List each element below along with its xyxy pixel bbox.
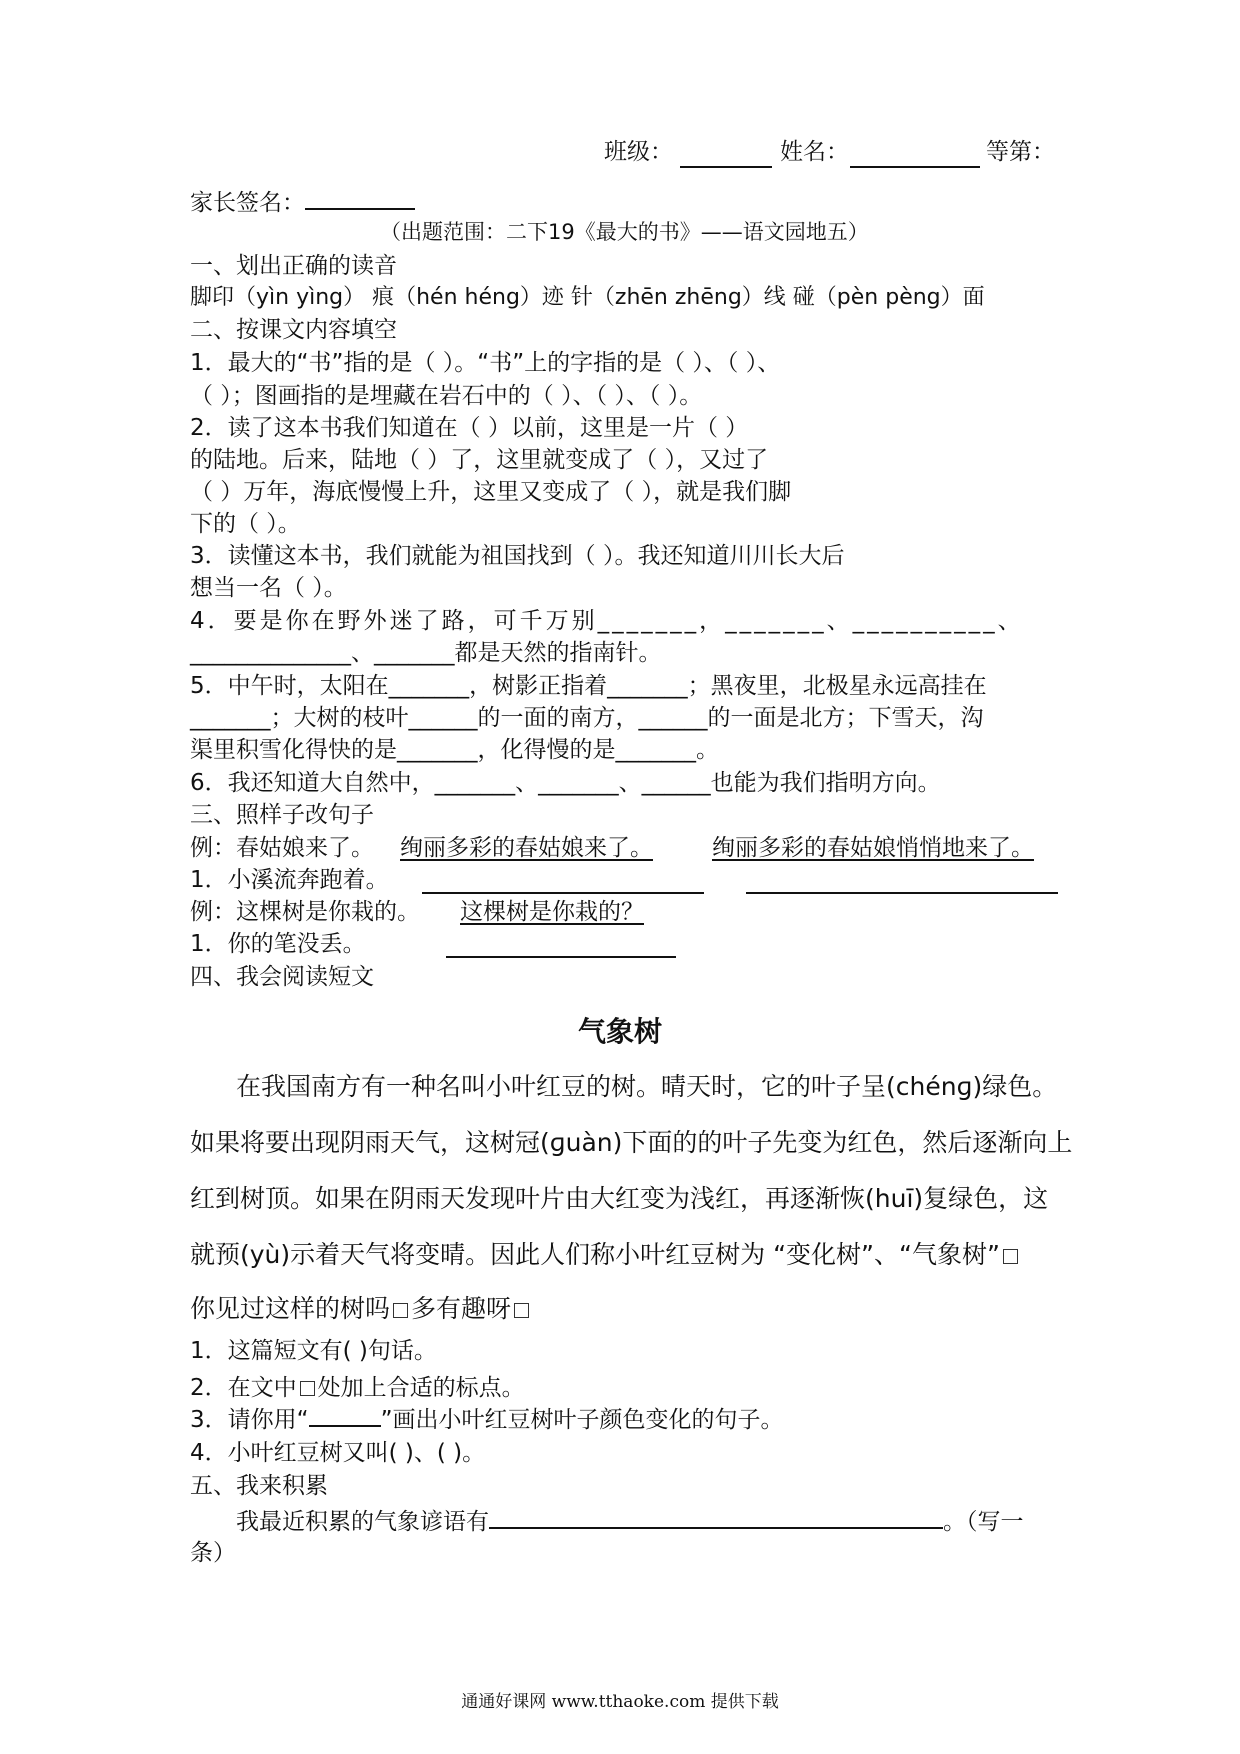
section-5-heading: 五、我来积累 bbox=[190, 1473, 328, 1499]
name-label: 姓名： bbox=[780, 139, 849, 165]
q4-4-line: 4．小叶红豆树又叫( )、( )。 bbox=[190, 1440, 486, 1466]
example-1-answer-b: 绚丽多彩的春姑娘悄悄地来了。 bbox=[712, 835, 1034, 861]
parent-sign-row bbox=[190, 184, 1060, 219]
q5-text-b: 。（写一 bbox=[943, 1509, 1024, 1535]
q4-3-text-a: 3．请你用“ bbox=[190, 1407, 309, 1433]
q2-2-line-a: 2．读了这本书我们知道在（ ）以前，这里是一片（ ） bbox=[190, 415, 749, 441]
example-1-answer-a: 绚丽多彩的春姑娘来了。 bbox=[400, 835, 653, 861]
essay-title: 气象树 bbox=[577, 1015, 662, 1048]
essay-line-2: 如果将要出现阴雨天气，这树冠(ɡuàn)下面的的叶子先变为红色，然后逐渐向上 bbox=[190, 1128, 1073, 1157]
q4-1-line: 1．这篇短文有( )句话。 bbox=[190, 1338, 437, 1364]
example-1-prefix: 例：春姑娘来了。 bbox=[190, 835, 374, 861]
page-footer: 通通好课网 www.tthaoke.com 提供下载 bbox=[461, 1692, 779, 1712]
section-3-heading: 三、照样子改句子 bbox=[190, 802, 374, 828]
q3-2-row bbox=[190, 928, 1060, 960]
q2-1-line-b: （ ）；图画指的是埋藏在岩石中的（ ）、（ ）、（ ）。 bbox=[190, 383, 703, 409]
q4-2-line bbox=[190, 1372, 1060, 1404]
name-field[interactable] bbox=[850, 142, 980, 168]
q5-text-a: 我最近积累的气象谚语有 bbox=[236, 1509, 489, 1535]
underline-sample bbox=[309, 1405, 381, 1427]
q2-5-line-a: 5．中午时，太阳在_______，树影正指着_______；黑夜里，北极星永远高挂在 bbox=[190, 673, 987, 699]
q2-3-line-a: 3．读懂这本书，我们就能为祖国找到（ ）。我还知道川川长大后 bbox=[190, 543, 845, 569]
example-2-prefix: 例：这棵树是你栽的。 bbox=[190, 899, 420, 925]
essay-line-4-text: 就预(yù)示着天气将变晴。因此人们称小叶红豆树为 “变化树”、“气象树” bbox=[190, 1240, 1000, 1269]
essay-line-4 bbox=[190, 1236, 1060, 1274]
q4-3-line bbox=[190, 1404, 1060, 1436]
section-1-heading: 一、划出正确的读音 bbox=[190, 253, 397, 279]
section-4-heading: 四、我会阅读短文 bbox=[190, 964, 374, 990]
q2-4-line-b: ______________、_______都是天然的指南针。 bbox=[190, 640, 662, 666]
q3-1-text: 1．小溪流奔跑着。 bbox=[190, 867, 389, 893]
q5-line bbox=[236, 1503, 1106, 1538]
q4-2-text-a: 2．在文中 bbox=[190, 1375, 297, 1401]
q3-2-text: 1．你的笔没丢。 bbox=[190, 931, 366, 957]
essay-line-5-text-b: 多有趣呀 bbox=[411, 1294, 512, 1323]
q2-1-line-a: 1．最大的“书”指的是（ ）。“书”上的字指的是（ ）、（ ）、 bbox=[190, 350, 781, 376]
proverb-answer-field[interactable] bbox=[489, 1503, 943, 1529]
class-field[interactable] bbox=[680, 142, 772, 168]
example-2-answer: 这棵树是你栽的？ bbox=[460, 899, 644, 925]
q4-3-text-b: ”画出小叶红豆树叶子颜色变化的句子。 bbox=[380, 1407, 784, 1433]
pinyin-question: 脚印（yìn yìng） 痕（hén héng）迹 针（zhēn zhēng）线 碰（pèn pèng）面 bbox=[190, 285, 985, 310]
essay-line-3: 红到树顶。如果在阴雨天发现叶片由大红变为浅红，再逐渐恢(huī)复绿色，这 bbox=[190, 1184, 1049, 1213]
q2-6-line: 6．我还知道大自然中，_______、_______、______也能为我们指明方向。 bbox=[190, 770, 941, 796]
punctuation-box[interactable] bbox=[514, 1303, 529, 1318]
essay-line-5 bbox=[190, 1290, 1060, 1328]
q2-5-line-b: _______；大树的枝叶______的一面的南方，______的一面是北方；下雪天，沟 bbox=[190, 705, 984, 731]
q5-line-c: 条） bbox=[190, 1540, 236, 1566]
section-2-heading: 二、按课文内容填空 bbox=[190, 317, 397, 343]
q3-1-answer-a[interactable] bbox=[422, 868, 704, 894]
punctuation-box[interactable] bbox=[393, 1303, 408, 1318]
q2-4-line-a: 4．要是你在野外迷了路，可千万别_______，_______、__________、 bbox=[190, 608, 1024, 634]
q3-1-row bbox=[190, 864, 1060, 896]
q4-2-text-b: 处加上合适的标点。 bbox=[317, 1375, 525, 1401]
parent-sign-field[interactable] bbox=[305, 184, 415, 210]
q2-2-line-b: 的陆地。后来，陆地（ ）了，这里就变成了（ ），又过了 bbox=[190, 447, 769, 473]
q3-1-answer-b[interactable] bbox=[746, 868, 1058, 894]
example-1-row bbox=[190, 832, 1060, 864]
grade-label: 等第： bbox=[986, 139, 1055, 165]
essay-line-1: 在我国南方有一种名叫小叶红豆的树。晴天时，它的叶子呈(chénɡ)绿色。 bbox=[236, 1072, 1058, 1101]
q2-5-line-c: 渠里积雪化得快的是_______，化得慢的是_______。 bbox=[190, 737, 719, 763]
q2-2-line-d: 下的（ ）。 bbox=[190, 511, 301, 537]
punctuation-box bbox=[300, 1381, 315, 1396]
essay-line-5-text-a: 你见过这样的树吗 bbox=[190, 1294, 391, 1323]
punctuation-box[interactable] bbox=[1003, 1249, 1018, 1264]
q3-2-answer[interactable] bbox=[446, 932, 676, 958]
scope-note: （出题范围：二下19《最大的书》——语文园地五） bbox=[380, 220, 869, 244]
parent-sign-label: 家长签名： bbox=[190, 190, 305, 216]
class-label: 班级： bbox=[604, 139, 673, 165]
q2-3-line-b: 想当一名（ ）。 bbox=[190, 575, 347, 601]
example-2-row bbox=[190, 896, 1060, 928]
q2-2-line-c: （ ）万年，海底慢慢上升，这里又变成了（ ），就是我们脚 bbox=[190, 479, 792, 505]
